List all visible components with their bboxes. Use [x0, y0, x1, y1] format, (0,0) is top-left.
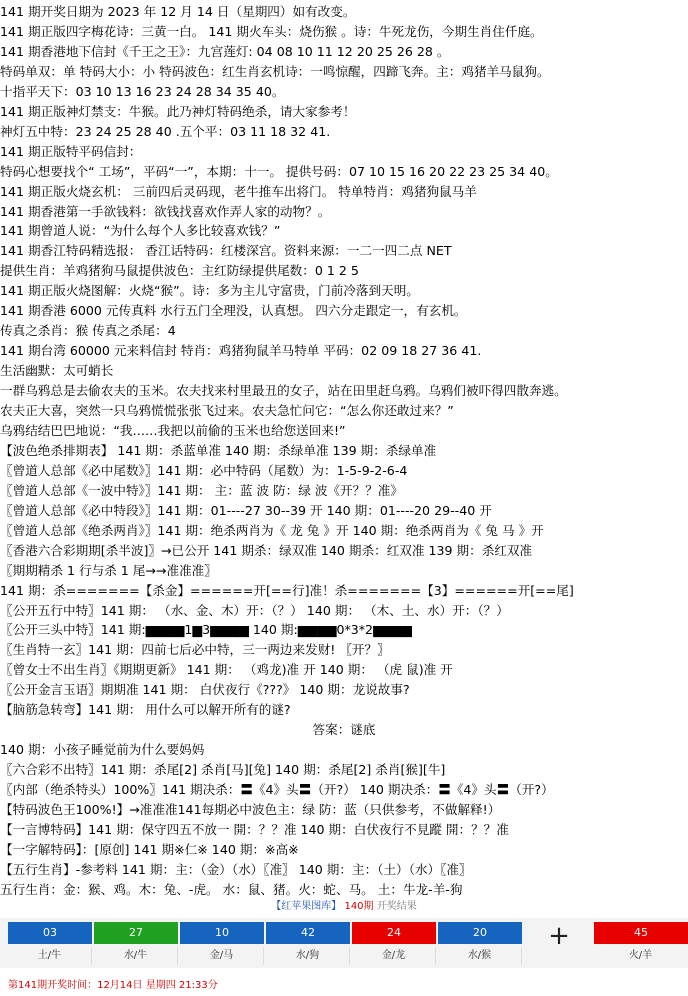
- text-line: 141 期香江特码精选报： 香江话特码：红楼深宫。资料来源：一二一四二点 NET: [0, 243, 452, 259]
- result-ball: 42: [266, 922, 350, 944]
- text-line: 141 期香港地下信封《千王之王》：九宫莲灯: 04 08 10 11 12 20 25 26 28 。: [0, 43, 450, 59]
- text-line: 【五行生肖】-参考料 141 期：主：（金）（水）〖准〗 140 期：主：（土）（水）〖准〗: [0, 861, 472, 877]
- result-zodiac: 土/牛: [8, 947, 92, 965]
- result-ball: 27: [94, 922, 178, 944]
- text-line: 一群乌鸦总是去偷农夫的玉米。农夫找来村里最丑的女子，站在田里赶乌鸦。乌鸦们被吓得四散奔逃。: [0, 383, 567, 399]
- text-line: 传真之杀肖：猴 传真之杀尾：4: [0, 323, 176, 339]
- result-brand: 【红苹果图库】: [271, 901, 342, 912]
- text-line: 【一字解特码】：[原创] 141 期※仁※ 140 期：※高※: [0, 841, 299, 857]
- result-ball: 24: [352, 922, 436, 944]
- text-line: 【特码波色王100%!】→准准准141每期必中波色主：绿 防：蓝（只供参考，不做解释!）: [0, 802, 501, 817]
- text-line: 140 期：小孩子睡觉前为什么要妈妈: [0, 742, 205, 758]
- text-line: 〖曾道人总部《绝杀两肖》〗141 期：绝杀两肖为《 龙 兔 》开 140 期：绝杀两肖为《 兔 马 》开: [0, 522, 544, 538]
- text-line: 〖香港六合彩期期[杀半波]〗→已公开 141 期杀：绿双准 140 期杀：红双准 139 期：杀红双准: [0, 542, 533, 558]
- text-line: 141 期正版火烧玄机： 三前四后灵码现，老牛推车出将门。 特单特肖：鸡猪狗鼠马羊: [0, 183, 477, 199]
- text-line: 141 期香港 6000 元传真料 水行五门全理没，认真想。 四六分走跟定一，有玄机。: [0, 303, 467, 319]
- result-zodiac: 金/马: [180, 947, 264, 965]
- text-line: 十指平天下：03 10 13 16 23 24 28 34 35 40。: [0, 83, 285, 99]
- result-ball: 20: [438, 922, 522, 944]
- text-line: 五行生肖：金：猴、鸡。木：兔、-虎。 水：鼠、猪。火：蛇、马。 土：牛龙-羊-狗: [0, 881, 463, 897]
- result-ball: 10: [180, 922, 264, 944]
- text-line: 〖曾道人总部《必中尾数》〗141 期：必中特码（尾数）为：1-5-9-2-6-4: [0, 462, 408, 478]
- text-line: 141 期正版火烧图解：火烧“猴”。诗：多为主儿守富贵，门前冷落到天明。: [0, 283, 419, 299]
- result-date-line: 第141期开奖时间：12月14日 星期四 21:33分: [8, 980, 218, 991]
- text-line: 141 期正版四字梅花诗：三黄一白。 141 期火车头：烧伤猴 。诗：牛死龙伤，今期生肖住仟庭。: [0, 23, 543, 39]
- result-zodiac: 水/猴: [438, 947, 522, 965]
- text-line: 乌鸦结结巴巴地说：“我……我把以前偷的玉米也给您送回来!”: [0, 422, 346, 438]
- result-zodiac: 金/龙: [352, 947, 436, 965]
- text-line: 〖曾道人总部《一波中特》〗141 期： 主：蓝 波 防：绿 波《开？？准》: [0, 482, 403, 498]
- text-line: 【脑筋急转弯】141 期： 用什么可以解开所有的谜?: [0, 702, 291, 718]
- text-line: 神灯五中特：23 24 25 28 40 .五个平：03 11 18 32 41.: [0, 123, 331, 139]
- text-line: 农夫正大喜，突然一只乌鸦慌慌张张飞过来。农夫急忙问它：“怎么你还敢过来？”: [0, 403, 454, 418]
- text-line: 141 期正版特平码信封：: [0, 143, 142, 159]
- text-line: 141 期正版神灯禁支：牛猴。此乃神灯特码绝杀，请大家参考！: [0, 103, 356, 119]
- text-line: 〖六合彩不出特〗141 期：杀尾[2] 杀肖[马][兔] 140 期：杀尾[2] 杀肖[猴][牛]: [0, 762, 446, 778]
- text-line: 〖公开金言玉语〗期期准 141 期： 白伏夜行《???》 140 期：龙说故事?: [0, 682, 410, 698]
- text-line: 〖曾道人总部《必中特段》〗141 期：01----27 30--39 开 140 期：01----20 29--40 开: [0, 502, 492, 518]
- special-ball: 45: [594, 922, 688, 944]
- special-zodiac: 火/羊: [628, 950, 653, 961]
- text-line: 特码单双：单 特码大小：小 特码波色：红生肖玄机诗：一鸣惊醒，四蹄飞奔。主：鸡猪羊马鼠狗。: [0, 63, 550, 79]
- text-line: 提供生肖：羊鸡猪狗马鼠提供波色：主红防绿提供尾数：0 1 2 5: [0, 263, 359, 279]
- text-line: 〖公开三头中特〗141 期:▆▆▆▆1▆3▆▆▆▆ 140 期:▆▆▆▆0*3*2▆▆▆▆: [0, 622, 412, 638]
- text-line: 【波色绝杀排期表】 141 期：杀蓝单准 140 期：杀绿单准 139 期：杀绿单准: [0, 442, 437, 458]
- text-line: 141 期香港第一手欲钱料：欲钱找喜欢作弄人家的动物？。: [0, 203, 331, 219]
- text-line: 〖曾女士不出生肖〗《期期更新》 141 期： （鸡龙)准 开 140 期： （虎 鼠)准 开: [0, 662, 453, 678]
- text-line: 141 期台湾 60000 元来料信封 特肖：鸡猪狗鼠羊马特单 平码：02 09 18 27 36 41.: [0, 343, 482, 359]
- text-line: 〖内部（绝杀特头）100%〗141 期决杀：〓《4》头〓（开?） 140 期决杀：〓《4》头〓（开?）: [0, 782, 554, 798]
- result-zodiac: 水/牛: [94, 947, 178, 965]
- result-ball: 03: [8, 922, 92, 944]
- text-line: 答案：谜底: [312, 722, 376, 738]
- result-zodiac: 水/狗: [266, 947, 350, 965]
- text-line: 【一言博特码】141 期：保守四五不放一 開：？？准 140 期：白伏夜行不見蹤 開：？？准: [0, 821, 509, 837]
- text-line: 141 期曾道人说：“为什么每个人多比较喜欢钱？”: [0, 223, 281, 239]
- result-title: [0, 898, 688, 916]
- result-subtitle: 开奖结果: [376, 901, 417, 912]
- text-line: 特码心想要找个“ 工场”，平码“一”，本期：十一。 提供号码：07 10 15 16 20 22 23 25 34 40。: [0, 163, 558, 179]
- result-period: 140期: [344, 901, 374, 912]
- text-line: 141 期开奖日期为 2023 年 12 月 14 日（星期四）如有改变。: [0, 4, 356, 19]
- text-line: 生活幽默：太可蛸长: [0, 363, 114, 379]
- text-line: 〖期期精杀 1 行与杀 1 尾→→准准准〗: [0, 562, 217, 578]
- plus-icon: +: [548, 921, 570, 951]
- lottery-result-panel: [0, 898, 688, 996]
- text-line: 〖生肖特一玄〗141 期：四前七后必中特，三一两边来发财! 〖开？〗: [0, 642, 390, 658]
- text-line: 〖公开五行中特〗141 期： （水、金、木）开：（？） 140 期： （木、土、水）开：（？）: [0, 602, 509, 618]
- text-line: 141 期：杀=======【杀金】======开[==行]准！杀=======【3】======开[==尾]: [0, 582, 574, 598]
